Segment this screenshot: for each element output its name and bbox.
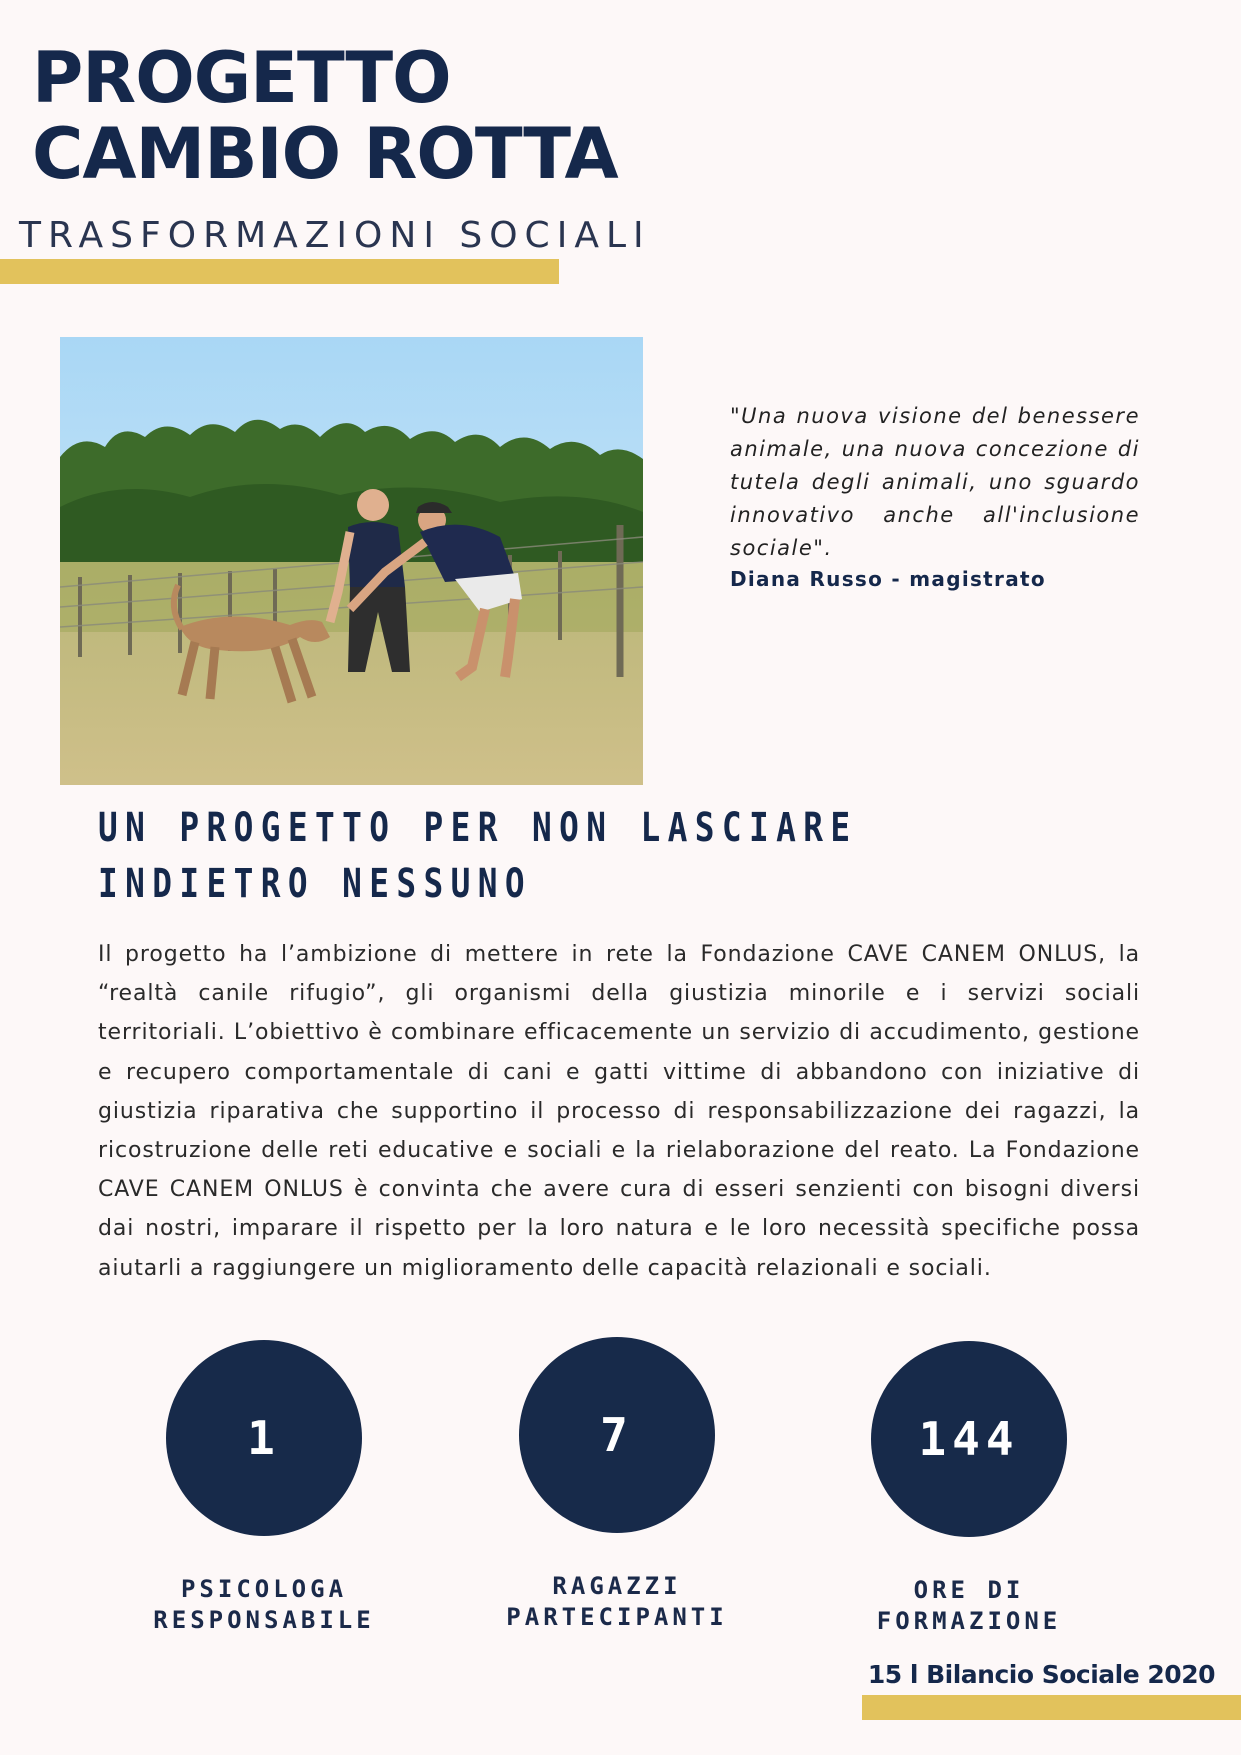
project-photo <box>60 337 643 785</box>
stat-label <box>114 1574 414 1636</box>
accent-bar-bottom <box>862 1695 1241 1720</box>
accent-bar-top <box>0 259 559 284</box>
stat-ore <box>819 1341 1119 1637</box>
stat-label-line-1: PSICOLOGA <box>180 1575 348 1603</box>
quote-author: Diana Russo - magistrato <box>730 567 1046 591</box>
stat-circle <box>871 1341 1067 1537</box>
stat-circle <box>166 1340 362 1536</box>
page-title <box>32 37 618 195</box>
title-line-1: PROGETTO <box>32 37 451 119</box>
quote-text: "Una nuova visione del benessere animale, una nuova concezione di tutela degli animali, uno sguardo innovativo anche all'inclusione sociale". <box>730 404 1140 560</box>
stat-label-line-1: RAGAZZI <box>552 1572 682 1600</box>
stat-value: 7 <box>600 1408 634 1462</box>
title-line-2: CAMBIO ROTTA <box>32 113 618 195</box>
stat-value: 144 <box>918 1412 1020 1466</box>
stat-label-line-2: FORMAZIONE <box>876 1607 1062 1635</box>
stat-label <box>819 1575 1119 1637</box>
stat-label <box>467 1571 767 1633</box>
section-body: Il progetto ha l’ambizione di mettere in rete la Fondazione CAVE CANEM ONLUS, la “realtà canile rifugio”, gli organismi della giustizia minorile e i servizi sociali territoriali. L’obiettivo è combinare efficacemente un servizio di accudimento, gestione e recupero comportamentale di cani e gatti vittime di abbandono con iniziative di giustizia riparativa che supportino il processo di responsabilizzazione dei ragazzi, la ricostruzione delle reti educative e sociali e la rielaborazione del reato. La Fondazione CAVE CANEM ONLUS è convinta che avere cura di esseri senzienti con bisogni diversi dai nostri, imparare il rispetto per la loro natura e le loro necessità specifiche possa aiutarli a raggiungere un miglioramento delle capacità relazionali e sociali. <box>98 942 1140 1281</box>
stat-ragazzi <box>467 1337 767 1633</box>
page-footer: 15 l Bilancio Sociale 2020 <box>867 1660 1215 1689</box>
stat-label-line-2: RESPONSABILE <box>153 1606 375 1634</box>
page-subtitle: TRASFORMAZIONI SOCIALI <box>19 215 651 256</box>
stat-value: 1 <box>247 1411 281 1465</box>
stat-label-line-1: ORE DI <box>913 1576 1025 1604</box>
stat-psicologa <box>114 1340 414 1636</box>
stat-circle <box>519 1337 715 1533</box>
stat-label-line-2: PARTECIPANTI <box>506 1603 728 1631</box>
section-heading: UN PROGETTO PER NON LASCIARE INDIETRO NESSUNO <box>98 805 858 907</box>
